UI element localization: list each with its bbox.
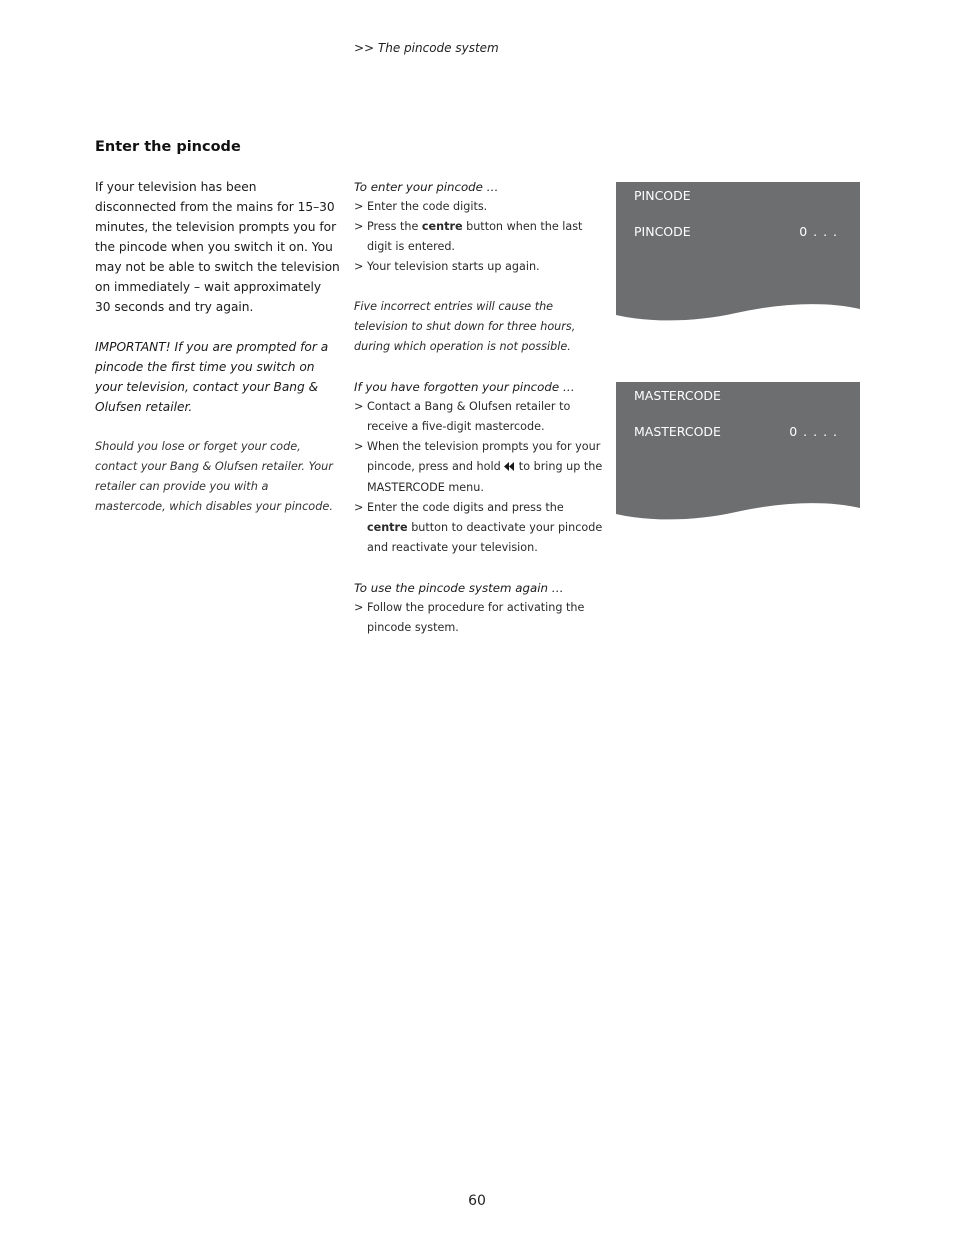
menu-field-value: 0 . . . . bbox=[789, 424, 838, 439]
bullet: > bbox=[354, 260, 364, 273]
incorrect-entries-warning: Five incorrect entries will cause the television to shut down for three hours, during which operation is not possible. bbox=[354, 300, 576, 353]
menu-title: MASTERCODE bbox=[634, 388, 721, 403]
rewind-icon bbox=[504, 458, 515, 478]
list-item bbox=[354, 217, 604, 257]
menu-field-value: 0 . . . bbox=[799, 224, 838, 239]
step-text: to bring up the MASTERCODE menu. bbox=[367, 460, 603, 494]
list-item bbox=[354, 397, 604, 437]
forgotten-pincode-heading: If you have forgotten your pincode … bbox=[354, 380, 575, 394]
use-again-section bbox=[354, 578, 604, 638]
important-notice: IMPORTANT! If you are prompted for a pincode the first time you switch on your television, contact your Bang & Olufsen retailer. bbox=[95, 340, 329, 414]
bullet: > bbox=[354, 440, 364, 453]
forgotten-pincode-section bbox=[354, 377, 604, 558]
step-text: Enter the code digits. bbox=[367, 200, 488, 213]
menu-background bbox=[616, 382, 860, 522]
bullet: > bbox=[354, 220, 364, 233]
centre-button-keyword: centre bbox=[421, 220, 463, 233]
pincode-menu-screen bbox=[616, 182, 860, 322]
step-text: button to deactivate your pincode and reactivate your television. bbox=[367, 521, 603, 554]
list-item bbox=[354, 257, 604, 277]
step-text: Your television starts up again. bbox=[367, 260, 540, 273]
centre-button-keyword: centre bbox=[367, 521, 408, 534]
enter-pincode-heading: To enter your pincode … bbox=[354, 180, 499, 194]
list-item bbox=[354, 498, 604, 558]
menu-field-label: MASTERCODE bbox=[634, 424, 721, 439]
list-item bbox=[354, 598, 604, 638]
section-title: Enter the pincode bbox=[95, 139, 241, 155]
bullet: > bbox=[354, 601, 364, 614]
step-text: Press the bbox=[367, 220, 422, 233]
step-text: Follow the procedure for activating the pincode system. bbox=[367, 601, 585, 634]
running-header: >> The pincode system bbox=[354, 41, 499, 55]
bullet: > bbox=[354, 200, 364, 213]
menu-title: PINCODE bbox=[634, 188, 691, 203]
bullet: > bbox=[354, 501, 364, 514]
menu-background bbox=[616, 182, 860, 322]
instructions-column bbox=[354, 177, 604, 658]
step-text: button when the last digit is entered. bbox=[367, 220, 583, 253]
use-again-heading: To use the pincode system again … bbox=[354, 581, 564, 595]
enter-pincode-section bbox=[354, 177, 604, 277]
step-text: Contact a Bang & Olufsen retailer to receive a five-digit mastercode. bbox=[367, 400, 571, 433]
intro-paragraph: If your television has been disconnected from the mains for 15–30 minutes, the television prompts you for the pincode when you switch it on. You may not be able to switch the television on immediately – wait approximately 30 seconds and try again. bbox=[95, 180, 340, 314]
page-number: 60 bbox=[468, 1193, 486, 1209]
menu-field-label: PINCODE bbox=[634, 224, 691, 239]
mastercode-menu-screen bbox=[616, 382, 860, 522]
mastercode-note: Should you lose or forget your code, contact your Bang & Olufsen retailer. Your retailer can provide you with a mastercode, which disables your pincode. bbox=[95, 440, 333, 513]
step-text: Enter the code digits and press the bbox=[367, 501, 564, 514]
intro-column bbox=[95, 177, 340, 537]
list-item bbox=[354, 197, 604, 217]
bullet: > bbox=[354, 400, 364, 413]
step-text: When the television prompts you for your pincode, press and hold bbox=[367, 440, 601, 473]
list-item bbox=[354, 437, 604, 498]
